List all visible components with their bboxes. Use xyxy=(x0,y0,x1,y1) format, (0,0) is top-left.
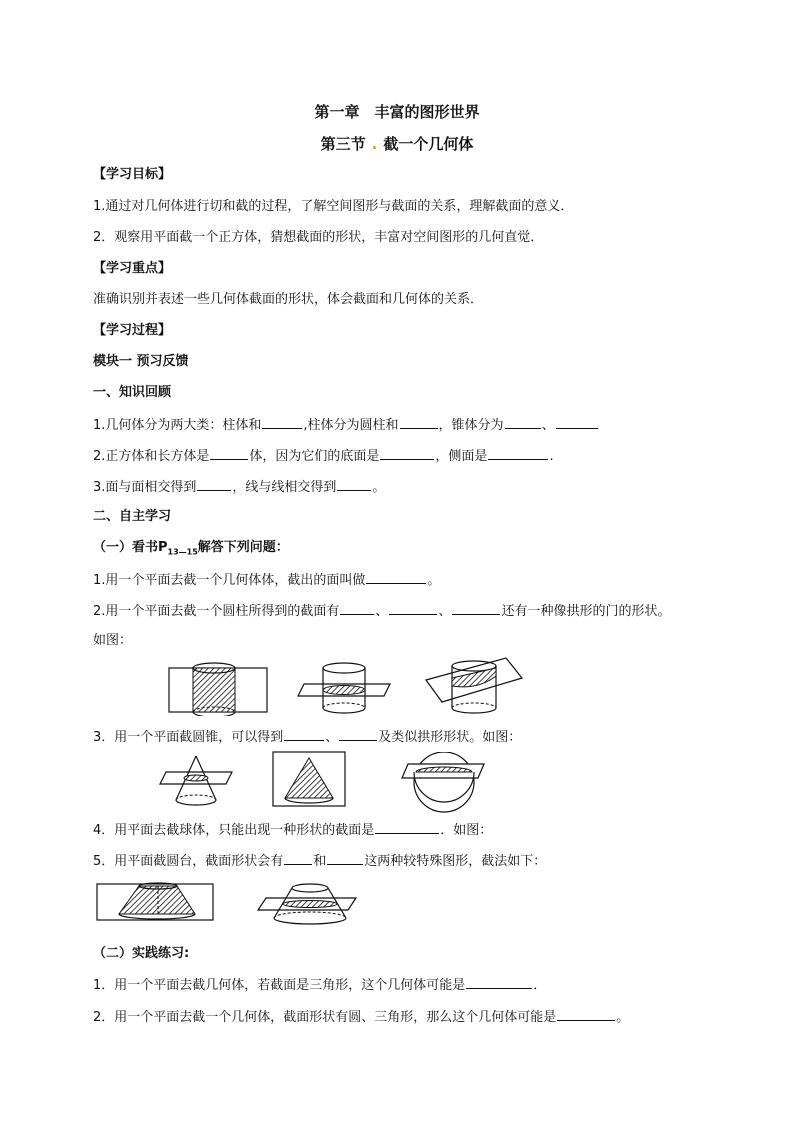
blank-field[interactable] xyxy=(284,727,324,741)
section-triangle xyxy=(285,758,333,798)
review-1-text-b: ,柱体分为圆柱和 xyxy=(303,418,399,433)
q3-text-a: 3．用一个平面截圆锥，可以得到 xyxy=(93,730,284,745)
section-ellipse xyxy=(283,901,337,908)
practice-2 xyxy=(93,1007,629,1027)
sphere-cut-figure xyxy=(398,752,488,814)
review-heading: 一、知识回顾 xyxy=(93,385,172,400)
blank-field[interactable] xyxy=(284,851,312,865)
p2-text-a: 2．用一个平面去截一个几何体，截面形状有圆、三角形，那么这个几何体可能是 xyxy=(93,1010,557,1025)
q2-text-a: 2.用一个平面去截一个圆柱所得到的截面有 xyxy=(93,604,340,619)
blank-field[interactable] xyxy=(340,601,374,615)
book-text-b: 解答下列问题： xyxy=(197,540,289,555)
review-3-text-c: 。 xyxy=(372,480,386,495)
review-1-text-a: 1.几何体分为两大类：柱体和 xyxy=(93,418,262,433)
section-dot: . xyxy=(371,135,378,153)
section-trapezoid xyxy=(119,886,195,914)
q5-text-a: 5．用平面截圆台，截面形状会有 xyxy=(93,854,284,869)
blank-field[interactable] xyxy=(339,727,377,741)
practice-1 xyxy=(93,975,546,995)
review-item-1 xyxy=(93,415,599,435)
section-ellipse xyxy=(184,775,208,781)
frustum-vertical-cut-figure xyxy=(95,880,215,924)
chapter-title: 第一章 丰富的图形世界 xyxy=(314,103,480,121)
section-rectangle xyxy=(193,668,235,712)
blank-field[interactable] xyxy=(488,446,548,460)
review-item-2 xyxy=(93,446,554,466)
blank-field[interactable] xyxy=(262,415,302,429)
cone-vertical-cut-figure xyxy=(271,750,347,808)
practice-heading: （二）实践练习: xyxy=(93,946,190,961)
focus-text: 准确识别并表述一些几何体截面的形状，体会截面和几何体的关系． xyxy=(93,292,484,307)
question-2 xyxy=(93,601,670,621)
blank-field[interactable] xyxy=(389,601,437,615)
q2-text-b: 、 xyxy=(375,604,389,619)
blank-field[interactable] xyxy=(380,446,434,460)
q4-text-a: 4．用平面去截球体，只能出现一种形状的截面是 xyxy=(93,823,375,838)
section-number: 第三节 xyxy=(320,135,366,153)
p1-text-a: 1．用一个平面去截几何体，若截面是三角形，这个几何体可能是 xyxy=(93,978,466,993)
p1-text-b: ． xyxy=(533,978,547,993)
review-2-text-c: ，侧面是 xyxy=(435,449,488,464)
blank-field[interactable] xyxy=(452,601,500,615)
q1-text-a: 1.用一个平面去截一个几何体体，截出的面叫做 xyxy=(93,573,366,588)
review-item-3 xyxy=(93,477,385,497)
review-3-text-b: ，线与线相交得到 xyxy=(232,480,337,495)
q5-text-b: 和 xyxy=(313,854,327,869)
question-1 xyxy=(93,570,440,590)
review-2-text-a: 2.正方体和长方体是 xyxy=(93,449,210,464)
cylinder-horizontal-cut-figure xyxy=(296,660,392,716)
q1-text-b: 。 xyxy=(427,573,441,588)
section-title xyxy=(0,133,794,154)
question-5 xyxy=(93,851,546,871)
q5-text-c: 这两种较特殊图形，截法如下： xyxy=(364,854,547,869)
cylinder-vertical-cut-figure xyxy=(165,660,271,716)
blank-field[interactable] xyxy=(556,415,598,429)
blank-field[interactable] xyxy=(210,446,248,460)
q2-text-d: 还有一种像拱形的门的形状。 xyxy=(501,604,671,619)
goals-heading: 【学习目标】 xyxy=(93,167,172,182)
book-pages: 13—15 xyxy=(167,547,198,557)
q4-text-b: ．如图： xyxy=(440,823,493,838)
question-3 xyxy=(93,727,521,747)
book-instruction xyxy=(93,539,289,562)
blank-field[interactable] xyxy=(197,477,231,491)
question-4 xyxy=(93,820,492,840)
review-2-text-b: 体，因为它们的底面是 xyxy=(249,449,380,464)
focus-heading: 【学习重点】 xyxy=(93,261,172,276)
p2-text-b: 。 xyxy=(616,1010,630,1025)
section-name: 截一个几何体 xyxy=(383,135,474,153)
module-heading: 模块一 预习反馈 xyxy=(93,354,189,369)
sphere-outline xyxy=(414,752,474,812)
book-text-a: （一）看书P xyxy=(93,540,168,555)
blank-field[interactable] xyxy=(557,1007,615,1021)
blank-field[interactable] xyxy=(375,820,439,834)
goal-item-2: 2．观察用平面截一个正方体，猜想截面的形状，丰富对空间图形的几何直觉． xyxy=(93,230,544,245)
review-1-text-c: ，锥体分为 xyxy=(438,418,504,433)
self-study-heading: 二、自主学习 xyxy=(93,509,172,524)
q2-text-c: 、 xyxy=(438,604,452,619)
cylinder-oblique-cut-figure xyxy=(422,654,526,718)
blank-field[interactable] xyxy=(400,415,438,429)
blank-field[interactable] xyxy=(466,975,532,989)
blank-field[interactable] xyxy=(327,851,363,865)
cone-horizontal-cut-figure xyxy=(156,752,236,810)
blank-field[interactable] xyxy=(366,570,426,584)
frustum-horizontal-cut-figure xyxy=(256,878,360,932)
q3-text-b: 、 xyxy=(325,730,339,745)
blank-field[interactable] xyxy=(505,415,541,429)
blank-field[interactable] xyxy=(337,477,371,491)
review-3-text-a: 3.面与面相交得到 xyxy=(93,480,197,495)
process-heading: 【学习过程】 xyxy=(93,323,172,338)
section-ellipse xyxy=(323,686,365,695)
goal-item-1: 1.通过对几何体进行切和截的过程，了解空间图形与截面的关系，理解截面的意义． xyxy=(93,199,574,214)
review-2-text-d: . xyxy=(549,449,554,464)
q3-text-c: 及类似拱形形状。如图： xyxy=(378,730,522,745)
q2-figure-label: 如图： xyxy=(93,633,133,648)
review-1-text-d: 、 xyxy=(541,418,555,433)
